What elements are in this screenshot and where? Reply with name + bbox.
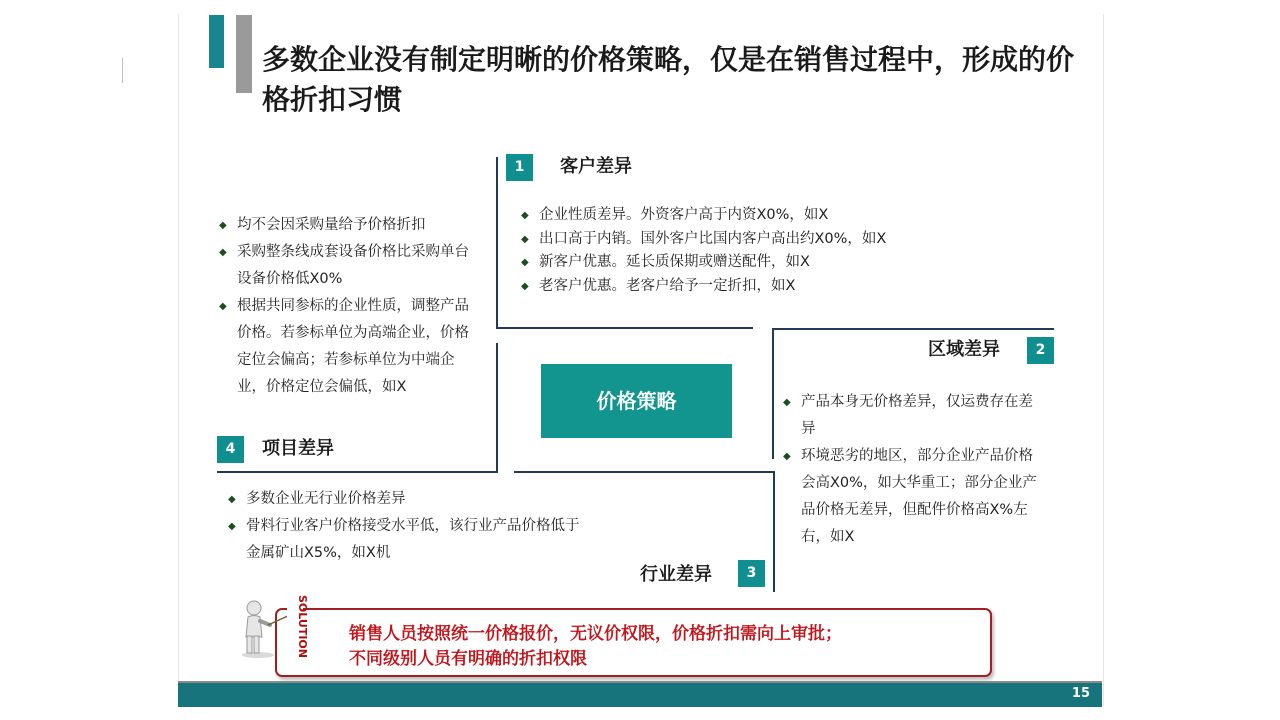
title-accent-bar-teal <box>209 15 224 68</box>
divider-industry-right <box>773 471 775 592</box>
section-3-number-badge: 3 <box>738 560 765 587</box>
list-item: ◆ 均不会因采购量给予价格折扣 <box>219 212 481 239</box>
section-2-number-badge: 2 <box>1027 337 1054 364</box>
title-accent-bar-gray <box>236 15 252 93</box>
list-item: ◆ 环境恶劣的地区，部分企业产品价格会高X0%，如大华重工；部分企业产品价格无差异，但配件价格高X%左右，如X <box>783 443 1045 551</box>
section-industry-list <box>228 486 590 567</box>
diamond-bullet-icon: ◆ <box>228 494 236 505</box>
list-item: ◆ 新客户优惠。延长质保期或赠送配件，如X <box>521 251 921 275</box>
section-project-title: 项目差异 <box>262 438 334 459</box>
list-item: ◆ 出口高于内销。国外客户比国内客户高出约X0%，如X <box>521 228 921 252</box>
diamond-bullet-icon: ◆ <box>521 233 529 245</box>
solution-vertical-label <box>287 592 309 662</box>
section-region-title: 区域差异 <box>928 339 1000 360</box>
divider-industry-top <box>514 471 775 473</box>
solution-badge-icon <box>287 592 309 662</box>
divider-project-right <box>496 343 498 473</box>
divider-customer-left <box>496 157 498 329</box>
divider-region-top <box>772 328 1054 330</box>
diamond-bullet-icon: ◆ <box>521 280 529 292</box>
list-item: ◆ 采购整条线成套设备价格比采购单台设备价格低X0% <box>219 239 481 293</box>
solution-line-2: 不同级别人员有明确的折扣权限 <box>349 649 587 669</box>
diamond-bullet-icon: ◆ <box>219 220 227 231</box>
divider-region-left <box>772 328 774 459</box>
divider-project-bottom <box>217 471 498 473</box>
list-item: ◆ 产品本身无价格差异，仅运费存在差异 <box>783 389 1045 443</box>
list-item: ◆ 企业性质差异。外资客户高于内资X0%，如X <box>521 204 921 228</box>
section-customer-list <box>521 204 921 298</box>
diamond-bullet-icon: ◆ <box>219 247 227 258</box>
divider-customer-bottom <box>496 327 753 329</box>
footer-bar <box>178 681 1102 707</box>
section-customer-title: 客户差异 <box>560 156 632 177</box>
diamond-bullet-icon: ◆ <box>219 301 227 312</box>
solution-callout-text <box>349 622 979 672</box>
slide-title: 多数企业没有制定明晰的价格策略，仅是在销售过程中，形成的价格折扣习惯 <box>262 43 1075 116</box>
diamond-bullet-icon: ◆ <box>783 397 791 408</box>
decorative-tick <box>122 58 123 83</box>
solution-badge-text: SOLUTION <box>296 595 309 658</box>
center-price-strategy-box: 价格策略 <box>541 364 732 438</box>
section-industry-title: 行业差异 <box>640 564 712 585</box>
diamond-bullet-icon: ◆ <box>228 521 236 532</box>
section-1-number-badge: 1 <box>506 154 533 181</box>
diamond-bullet-icon: ◆ <box>783 451 791 462</box>
list-item: ◆ 骨料行业客户价格接受水平低，该行业产品价格低于金属矿山X5%，如X机 <box>228 513 590 567</box>
list-item: ◆ 老客户优惠。老客户给予一定折扣，如X <box>521 275 921 299</box>
list-item: ◆ 多数企业无行业价格差异 <box>228 486 590 513</box>
list-item: ◆ 根据共同参标的企业性质，调整产品价格。若参标单位为高端企业，价格定位会偏高；若参标单位为中端企业，价格定位会偏低，如X <box>219 293 481 401</box>
solution-line-1: 销售人员按照统一价格报价，无议价权限，价格折扣需向上审批； <box>349 624 842 644</box>
diamond-bullet-icon: ◆ <box>521 257 529 268</box>
page-number: 15 <box>1071 686 1090 701</box>
section-region-list <box>783 389 1045 551</box>
diamond-bullet-icon: ◆ <box>521 210 529 221</box>
section-4-number-badge: 4 <box>217 436 244 463</box>
section-project-list <box>219 212 481 401</box>
